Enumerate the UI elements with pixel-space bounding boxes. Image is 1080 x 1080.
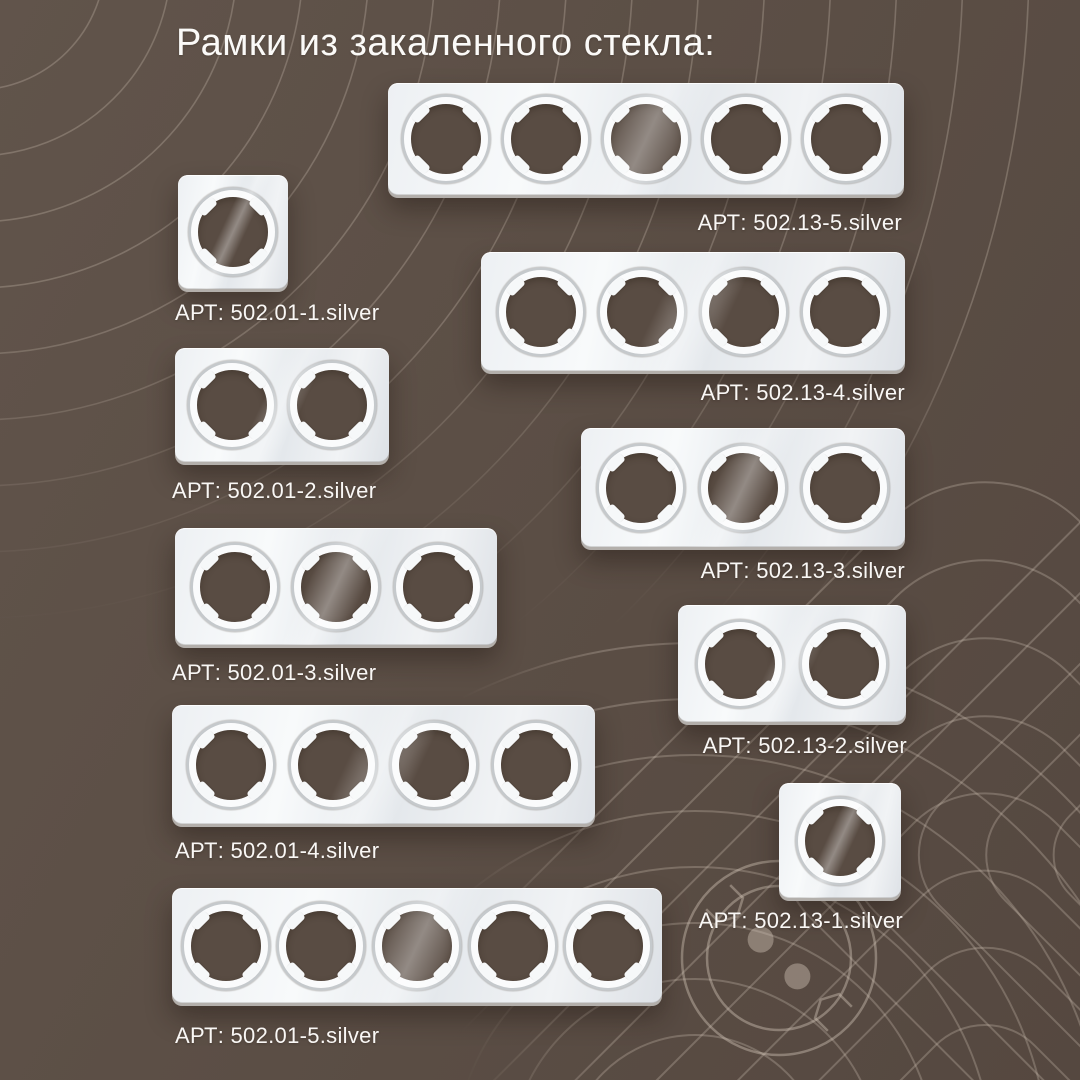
mounting-tab <box>761 154 782 175</box>
mounting-tab <box>449 780 470 801</box>
mounting-tab <box>623 961 644 982</box>
mounting-tab <box>297 729 318 750</box>
mounting-tab <box>337 910 358 931</box>
glass-frame-4gang <box>172 705 595 824</box>
mounting-tab <box>190 910 211 931</box>
mounting-tab <box>804 805 825 826</box>
socket-hole <box>184 904 268 988</box>
mounting-tab <box>573 910 594 931</box>
mounting-tab <box>402 551 423 572</box>
mounting-tab <box>860 503 881 524</box>
mounting-tab <box>461 154 482 175</box>
mounting-tab <box>286 910 307 931</box>
mounting-tab <box>808 628 829 649</box>
mounting-tab <box>477 961 498 982</box>
mounting-tab <box>610 154 631 175</box>
mounting-tab <box>402 602 423 623</box>
mounting-tab <box>606 276 627 297</box>
mounting-tab <box>755 679 776 700</box>
socket-hole <box>193 545 277 629</box>
mounting-tab <box>248 369 269 390</box>
socket-hole <box>279 904 363 988</box>
socket-hole <box>698 622 782 706</box>
mounting-tab <box>500 729 521 750</box>
mounting-tab <box>758 452 779 473</box>
mounting-tab <box>248 247 269 268</box>
mounting-tab <box>657 276 678 297</box>
socket-hole <box>803 446 887 530</box>
mounting-tab <box>861 327 882 348</box>
mounting-tab <box>859 628 880 649</box>
mounting-tab <box>347 369 368 390</box>
article-label: АРТ: 502.01-4.silver <box>175 838 380 863</box>
mounting-tab <box>861 154 882 175</box>
product-502-01-1 <box>175 175 380 325</box>
mounting-tab <box>804 856 825 877</box>
mounting-tab <box>556 327 577 348</box>
mounting-tab <box>855 856 876 877</box>
mounting-tab <box>661 103 682 124</box>
socket-hole <box>290 363 374 447</box>
socket-hole <box>392 723 476 807</box>
article-label: АРТ: 502.13-2.silver <box>702 733 907 758</box>
mounting-tab <box>461 103 482 124</box>
glass-frame-5gang <box>388 83 904 195</box>
article-label: АРТ: 502.01-1.silver <box>175 300 380 325</box>
mounting-tab <box>707 503 728 524</box>
mounting-tab <box>704 628 725 649</box>
socket-hole <box>566 904 650 988</box>
mounting-tab <box>348 780 369 801</box>
mounting-tab <box>477 910 498 931</box>
mounting-tab <box>708 276 729 297</box>
glass-frame-1gang <box>178 175 288 289</box>
socket-hole <box>189 723 273 807</box>
mounting-tab <box>347 420 368 441</box>
product-502-01-5 <box>172 888 662 1048</box>
mounting-tab <box>398 780 419 801</box>
mounting-tab <box>860 452 881 473</box>
mounting-tab <box>528 910 549 931</box>
mounting-tab <box>297 780 318 801</box>
mounting-tab <box>248 196 269 217</box>
mounting-tab <box>196 780 217 801</box>
socket-hole <box>404 97 488 181</box>
mounting-tab <box>859 679 880 700</box>
mounting-tab <box>241 961 262 982</box>
mounting-tab <box>453 602 474 623</box>
socket-hole <box>375 904 459 988</box>
mounting-tab <box>623 910 644 931</box>
mounting-tab <box>810 276 831 297</box>
mounting-tab <box>505 327 526 348</box>
mounting-tab <box>708 327 729 348</box>
mounting-tab <box>348 729 369 750</box>
mounting-tab <box>573 961 594 982</box>
mounting-tab <box>241 910 262 931</box>
mounting-tab <box>199 551 220 572</box>
mounting-tab <box>758 503 779 524</box>
mounting-tab <box>381 910 402 931</box>
mounting-tab <box>500 780 521 801</box>
socket-hole <box>190 363 274 447</box>
mounting-tab <box>556 276 577 297</box>
mounting-tab <box>197 196 218 217</box>
mounting-tab <box>296 369 317 390</box>
mounting-tab <box>861 276 882 297</box>
mounting-tab <box>410 103 431 124</box>
mounting-tab <box>410 154 431 175</box>
socket-hole <box>191 190 275 274</box>
socket-hole <box>504 97 588 181</box>
product-502-13-2 <box>678 605 907 758</box>
socket-hole <box>704 97 788 181</box>
mounting-tab <box>300 551 321 572</box>
mounting-tab <box>248 420 269 441</box>
article-label: АРТ: 502.13-4.silver <box>700 380 905 405</box>
mounting-tab <box>510 154 531 175</box>
mounting-tab <box>855 805 876 826</box>
mounting-tab <box>197 247 218 268</box>
mounting-tab <box>810 327 831 348</box>
mounting-tab <box>605 503 626 524</box>
glass-frame-3gang <box>581 428 905 547</box>
mounting-tab <box>197 369 218 390</box>
mounting-tab <box>453 551 474 572</box>
product-502-01-4 <box>172 705 595 863</box>
socket-hole <box>291 723 375 807</box>
mounting-tab <box>561 154 582 175</box>
mounting-tab <box>810 103 831 124</box>
glass-frame-2gang <box>175 348 389 462</box>
mounting-tab <box>656 452 677 473</box>
socket-hole <box>471 904 555 988</box>
glass-frame-5gang <box>172 888 662 1003</box>
glass-frame-1gang <box>779 783 901 898</box>
mounting-tab <box>250 602 271 623</box>
mounting-tab <box>250 551 271 572</box>
mounting-tab <box>610 103 631 124</box>
mounting-tab <box>704 679 725 700</box>
mounting-tab <box>561 103 582 124</box>
mounting-tab <box>761 103 782 124</box>
mounting-tab <box>398 729 419 750</box>
socket-hole <box>803 270 887 354</box>
socket-hole <box>600 270 684 354</box>
socket-hole <box>701 446 785 530</box>
socket-hole <box>804 97 888 181</box>
product-502-01-2 <box>172 348 389 503</box>
mounting-tab <box>432 910 453 931</box>
product-502-13-3 <box>581 428 905 583</box>
product-502-13-5 <box>388 83 904 235</box>
socket-hole <box>802 622 886 706</box>
glass-frame-2gang <box>678 605 906 722</box>
glass-frame-3gang <box>175 528 497 645</box>
mounting-tab <box>449 729 470 750</box>
mounting-tab <box>528 961 549 982</box>
socket-hole <box>294 545 378 629</box>
mounting-tab <box>190 961 211 982</box>
socket-hole <box>599 446 683 530</box>
page-title: Рамки из закаленного стекла: <box>176 22 716 64</box>
article-label: АРТ: 502.13-5.silver <box>697 210 902 235</box>
mounting-tab <box>296 420 317 441</box>
article-label: АРТ: 502.13-1.silver <box>698 908 903 933</box>
socket-hole <box>396 545 480 629</box>
mounting-tab <box>199 602 220 623</box>
mounting-tab <box>656 503 677 524</box>
article-label: АРТ: 502.01-2.silver <box>172 478 377 503</box>
mounting-tab <box>381 961 402 982</box>
mounting-tab <box>755 628 776 649</box>
mounting-tab <box>286 961 307 982</box>
article-label: АРТ: 502.01-5.silver <box>175 1023 380 1048</box>
mounting-tab <box>247 780 268 801</box>
mounting-tab <box>707 452 728 473</box>
product-502-13-1 <box>698 783 903 933</box>
mounting-tab <box>432 961 453 982</box>
mounting-tab <box>759 327 780 348</box>
mounting-tab <box>505 276 526 297</box>
mounting-tab <box>661 154 682 175</box>
socket-hole <box>499 270 583 354</box>
glass-frame-4gang <box>481 252 905 371</box>
mounting-tab <box>351 602 372 623</box>
product-502-01-3 <box>172 528 497 685</box>
socket-hole <box>798 799 882 883</box>
product-502-13-4 <box>481 252 905 405</box>
article-label: АРТ: 502.13-3.silver <box>700 558 905 583</box>
mounting-tab <box>551 729 572 750</box>
mounting-tab <box>808 679 829 700</box>
mounting-tab <box>197 420 218 441</box>
mounting-tab <box>551 780 572 801</box>
mounting-tab <box>710 103 731 124</box>
mounting-tab <box>710 154 731 175</box>
mounting-tab <box>809 503 830 524</box>
mounting-tab <box>510 103 531 124</box>
socket-hole <box>494 723 578 807</box>
mounting-tab <box>300 602 321 623</box>
mounting-tab <box>196 729 217 750</box>
mounting-tab <box>247 729 268 750</box>
mounting-tab <box>657 327 678 348</box>
mounting-tab <box>809 452 830 473</box>
socket-hole <box>702 270 786 354</box>
mounting-tab <box>810 154 831 175</box>
mounting-tab <box>861 103 882 124</box>
mounting-tab <box>337 961 358 982</box>
mounting-tab <box>759 276 780 297</box>
mounting-tab <box>605 452 626 473</box>
article-label: АРТ: 502.01-3.silver <box>172 660 377 685</box>
mounting-tab <box>606 327 627 348</box>
socket-hole <box>604 97 688 181</box>
mounting-tab <box>351 551 372 572</box>
